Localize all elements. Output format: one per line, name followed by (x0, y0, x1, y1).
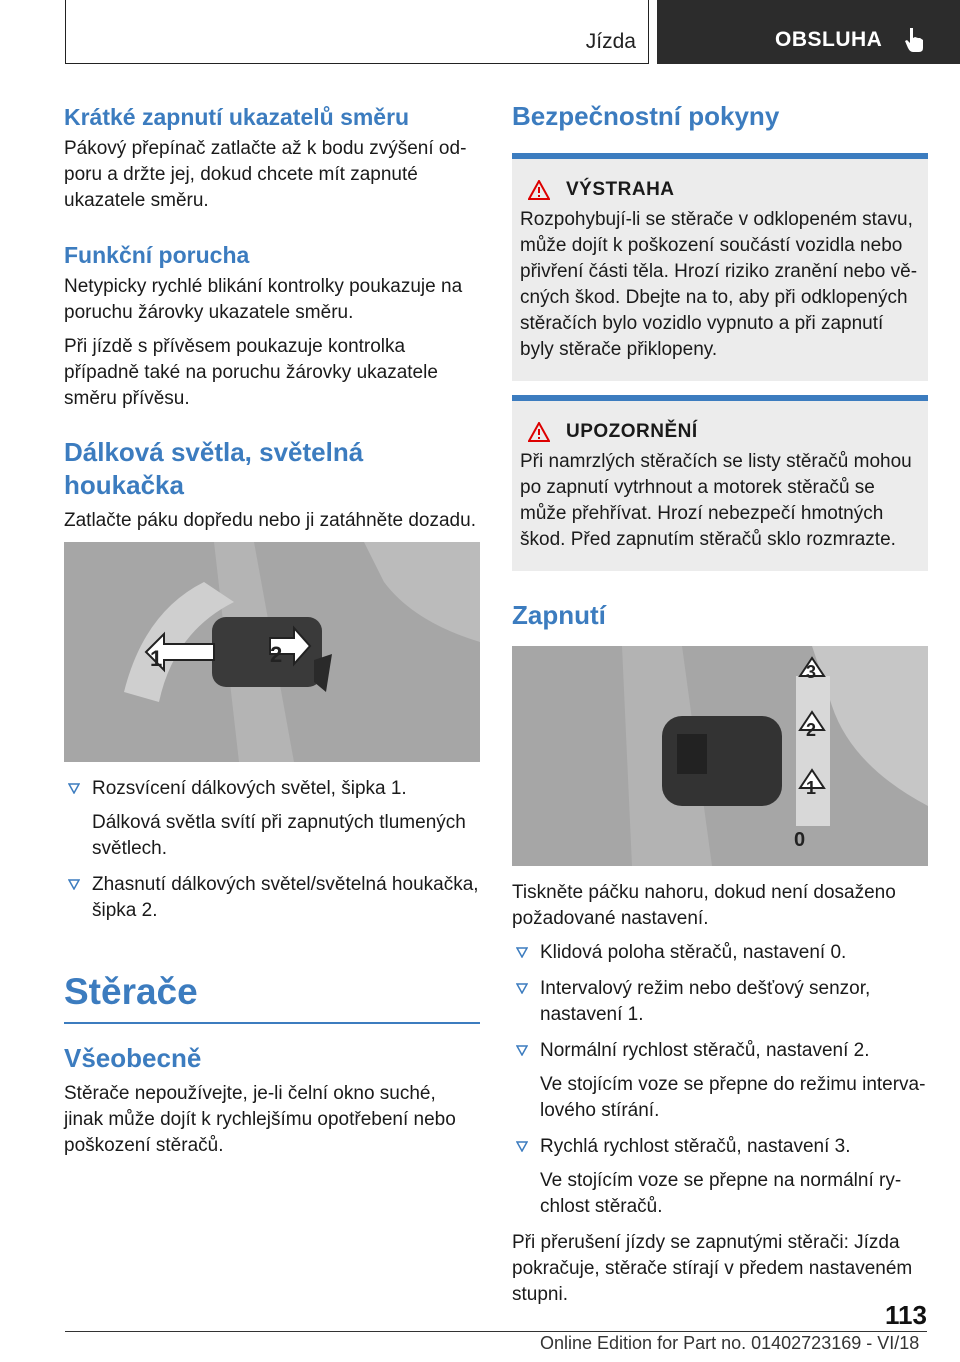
wiper-settings-list (512, 940, 928, 1220)
section-title-switch-on: Zapnutí (512, 600, 606, 630)
figure1-label-1: 1 (150, 646, 163, 671)
triangle-bullet-icon (516, 947, 528, 958)
turn-signal-text: Pákový přepínač zatlačte až k bodu zvýšení odporu a držte jej, dokud chcete mít zapnuté ukazatele směru. (64, 138, 467, 211)
section-title-general: Všeobecně (64, 1043, 202, 1073)
list-item: Rozsvícení dálkových světel, šipka 1. Dálková světla svítí při zapnutých tlumených světlech. (64, 776, 480, 862)
warning-box (512, 153, 928, 381)
caution-triangle-icon (528, 422, 550, 442)
section-title-turn-signal: Krátké zapnutí ukazatelů směru (64, 104, 410, 130)
wiper-illustration (512, 646, 928, 866)
list-item: Rychlá rychlost stěračů, nastavení 3. Ve stojícím voze se přepne na normální rychlost stěračů. (512, 1134, 928, 1220)
footer-rule (65, 1331, 927, 1332)
interruption-text: Při přerušení jízdy se zapnutými stěrači: Jízda pokračuje, stěrače stírají v předem nastaveném stupni. (512, 1232, 913, 1305)
left-column (64, 96, 480, 1167)
section-title-malfunction: Funkční porucha (64, 242, 250, 268)
header-chapter-box (65, 0, 649, 64)
general-text: Stěrače nepoužívejte, je-li čelní okno suché, jinak může dojít k rychlejšímu opotřebení nebo poškození stěračů. (64, 1083, 456, 1156)
right-column (512, 96, 928, 1316)
section-title-safety: Bezpečnostní pokyny (512, 101, 780, 131)
figure2-label-0: 0 (794, 829, 806, 851)
list-item: Klidová poloha stěračů, nastavení 0. (512, 940, 928, 966)
figure2-label-1: 1 (806, 778, 817, 798)
list-item: Zhasnutí dálkových světel/světelná houkačka, šipka 2. (64, 872, 480, 924)
section-title-high-beam: Dálková světla, světelná houkačka (64, 437, 364, 500)
caution-title: UPOZORNĚNÍ (566, 421, 698, 442)
triangle-bullet-icon (516, 1141, 528, 1152)
page-number: 113 (885, 1300, 927, 1330)
caution-text: Při namrzlých stěračích se listy stěračů mohou po zapnutí vytrhnout a motorek stěračů se může přehřívat. Hrozí nebezpečí hmotných škod. Před zapnutím stěračů sklo rozmrazte. (520, 451, 912, 550)
pointing-hand-icon (901, 26, 929, 54)
triangle-bullet-icon (68, 879, 80, 890)
figure1-label-2: 2 (270, 642, 283, 667)
warning-triangle-icon (528, 180, 550, 200)
warning-title: VÝSTRAHA (566, 179, 675, 200)
chapter-name: Jízda (585, 30, 636, 53)
high-beam-text: Zatlačte páku dopředu nebo ji zatáhněte dozadu. (64, 510, 476, 531)
malfunction-text-2: Při jízdě s přívěsem poukazuje kontrolka případně také na poruchu žárovky ukazatele směru přívěsu. (64, 336, 438, 409)
high-beam-stalk-figure (64, 542, 480, 762)
edition-text: Online Edition for Part no. 01402723169 - VI/18 (540, 1333, 920, 1353)
caution-box (512, 395, 928, 571)
triangle-bullet-icon (68, 783, 80, 794)
figure2-label-3: 3 (806, 662, 817, 682)
header-section-tab (657, 0, 960, 64)
wiper-stalk-figure (512, 646, 928, 866)
warning-text: Rozpohybují-li se stěrače v odklopeném stavu, může dojít k poškození součástí vozidla nebo přivření části těla. Hrozí riziko zranění nebo věcných škod. Dbejte na to, aby při odklopených stěračích bylo vozidlo vypnuto a při zapnutí byly stěrače přiklopeny. (520, 209, 918, 360)
chapter-title-wrapper (64, 970, 480, 1024)
triangle-bullet-icon (516, 1045, 528, 1056)
triangle-bullet-icon (516, 983, 528, 994)
malfunction-text-1: Netypicky rychlé blikání kontrolky poukazuje na poruchu žárovky ukazatele směru. (64, 276, 463, 323)
list-item: Intervalový režim nebo dešťový senzor, nastavení 1. (512, 976, 928, 1028)
chapter-title-wipers: Stěrače (64, 971, 198, 1012)
stalk-illustration (64, 542, 480, 762)
list-item: Normální rychlost stěračů, nastavení 2. Ve stojícím voze se přepne do režimu intervalového stírání. (512, 1038, 928, 1124)
switch-on-text: Tiskněte páčku nahoru, dokud není dosaženo požadované nastavení. (512, 882, 896, 929)
section-tab-label: OBSLUHA (775, 28, 883, 51)
figure2-label-2: 2 (806, 720, 817, 740)
high-beam-list (64, 776, 480, 924)
